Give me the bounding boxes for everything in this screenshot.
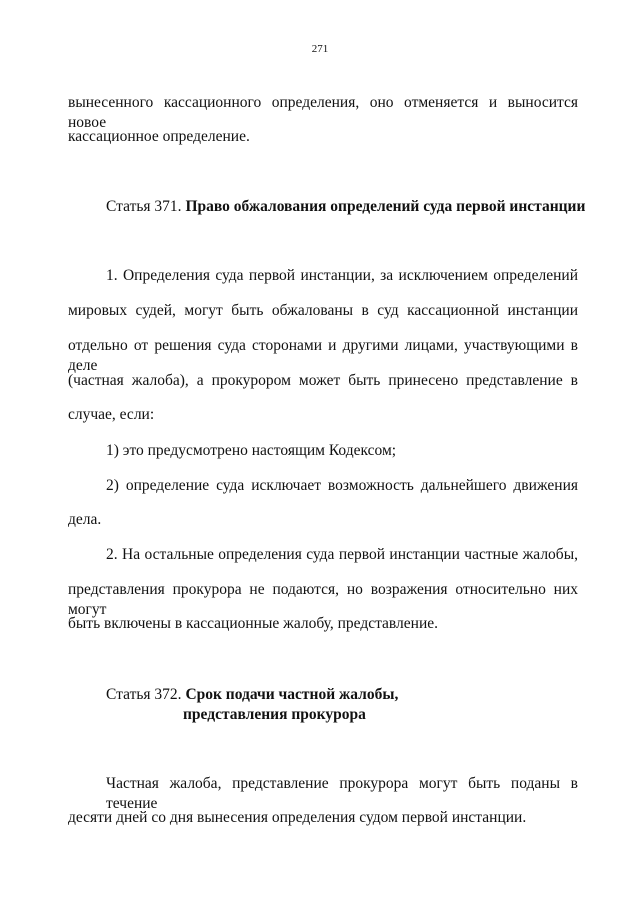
article-371-title: Право обжалования определений суда первой инстанции [185, 198, 586, 215]
p1-line-4: (частная жалоба), а прокурором может быть принесено представление в [68, 372, 578, 389]
article-372-heading-line-2 [183, 705, 366, 725]
intro-line-2: кассационное определение. [68, 128, 250, 145]
p3-line-2: десяти дней со дня вынесения определения судом первой инстанции. [68, 809, 527, 826]
article-372-prefix: Статья 372. [106, 686, 186, 703]
p2-line-1: 2. На остальные определения суда первой инстанции частные жалобы, [106, 546, 578, 563]
p1-line-5: случае, если: [68, 406, 155, 423]
intro-line-1: вынесенного кассационного определения, оно отменяется и выносится новое [68, 94, 578, 131]
p1-line-1: 1. Определения суда первой инстанции, за исключением определений [106, 267, 578, 284]
item-2-line-1: 2) определение суда исключает возможность дальнейшего движения [106, 477, 578, 494]
item-1: 1) это предусмотрено настоящим Кодексом; [106, 442, 397, 459]
article-372-title-line-1: Срок подачи частной жалобы, [185, 686, 399, 703]
article-372-title-line-2: представления прокурора [183, 706, 366, 723]
p1-line-3: отдельно от решения суда сторонами и другими лицами, участвующими в деле [68, 337, 578, 374]
p2-line-3: быть включены в кассационные жалобу, представление. [68, 615, 439, 632]
article-372-heading [106, 685, 398, 705]
article-371-heading [106, 197, 585, 217]
page-number: 271 [311, 43, 329, 55]
article-371-prefix: Статья 371. [106, 198, 186, 215]
p1-line-2: мировых судей, могут быть обжалованы в суд кассационной инстанции [68, 302, 578, 319]
p2-line-2: представления прокурора не подаются, но возражения относительно них могут [68, 581, 578, 618]
item-2-line-2: дела. [68, 511, 102, 528]
p3-line-1: Частная жалоба, представление прокурора могут быть поданы в течение [106, 775, 578, 812]
